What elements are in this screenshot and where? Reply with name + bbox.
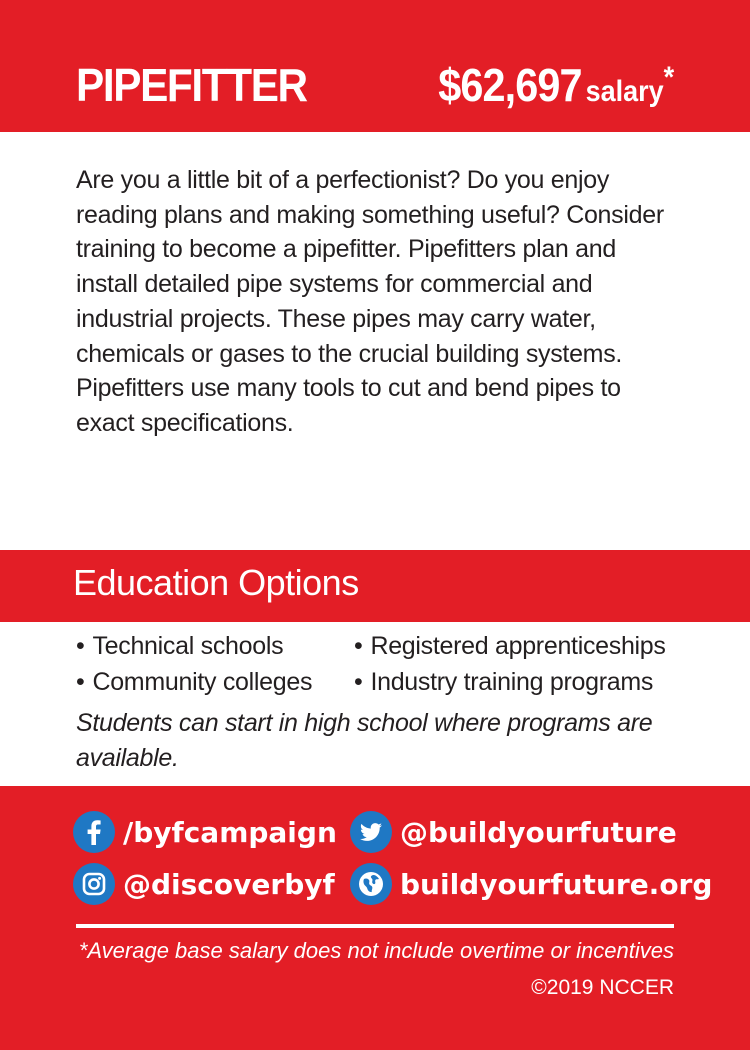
instagram-link[interactable] [73, 863, 335, 905]
facebook-link[interactable] [73, 811, 337, 853]
twitter-handle: @buildyourfuture [400, 815, 677, 849]
footer-divider [76, 924, 674, 928]
education-note: Students can start in high school where programs are available. [76, 709, 653, 772]
education-item: • Industry training programs [354, 668, 654, 696]
instagram-handle: @discoverbyf [123, 867, 335, 901]
twitter-link[interactable] [350, 811, 677, 853]
bullet: • [354, 632, 363, 660]
education-title: Education Options [73, 562, 359, 603]
salary-word: salary [585, 75, 664, 108]
bullet: • [354, 668, 363, 696]
education-item: • Technical schools [76, 632, 284, 660]
salary [438, 58, 674, 112]
job-description: Are you a little bit of a perfectionist? Do you enjoy reading plans and making something useful? Consider training to become a pipefitter. Pipefitters plan and install detailed pipe systems for commercial and industrial projects. These pipes may carry water, chemicals or gases to the crucial building systems. Pipefitters use many tools to cut and bend pipes to exact specifications. [76, 166, 664, 437]
salary-asterisk: * [663, 61, 674, 94]
twitter-icon [350, 811, 392, 853]
copyright: ©2019 NCCER [531, 976, 674, 999]
globe-icon [350, 863, 392, 905]
education-item: • Registered apprenticeships [354, 632, 666, 660]
bullet: • [76, 668, 85, 696]
education-item: • Community colleges [76, 668, 313, 696]
footer-band [0, 786, 750, 1050]
salary-amount: $62,697 [438, 59, 582, 111]
education-band [0, 550, 750, 622]
bullet: • [76, 632, 85, 660]
header-band [0, 0, 750, 132]
website-handle: buildyourfuture.org [400, 867, 713, 901]
salary-disclaimer: *Average base salary does not include overtime or incentives [78, 938, 674, 963]
website-link[interactable] [350, 863, 712, 905]
facebook-icon [73, 811, 115, 853]
instagram-icon [73, 863, 115, 905]
facebook-handle: /byfcampaign [123, 815, 337, 849]
job-title: PIPEFITTER [76, 59, 307, 111]
